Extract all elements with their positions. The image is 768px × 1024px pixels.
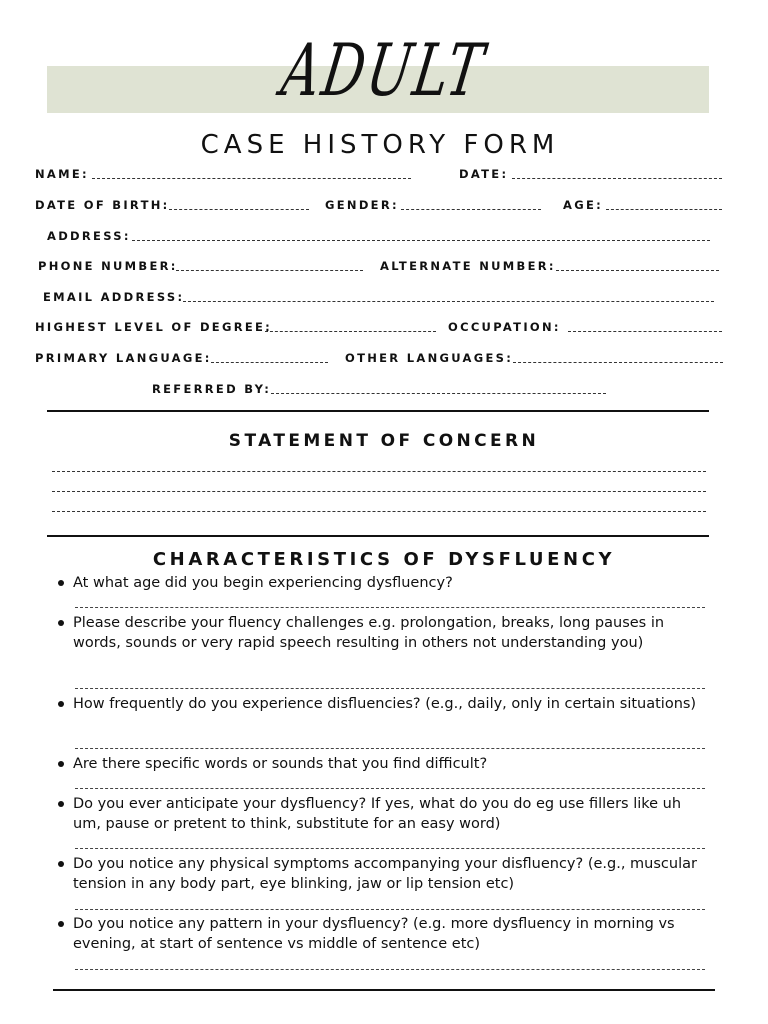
section-divider	[47, 410, 709, 412]
occupation-field[interactable]	[568, 331, 722, 332]
age-field[interactable]	[606, 209, 722, 210]
question-3: How frequently do you experience disfluencies? (e.g., daily, only in certain situations)	[73, 696, 697, 712]
name-field[interactable]	[92, 178, 411, 179]
script-title: ADULT	[276, 28, 492, 112]
question-5: Do you ever anticipate your dysfluency? If yes, what do you do eg use fillers like uh um, pause or pretent to think, substitute for an easy word)	[73, 796, 682, 832]
email-field[interactable]	[183, 301, 714, 302]
phone-field[interactable]	[176, 270, 363, 271]
primary-language-label: PRIMARY LANGUAGE:	[35, 351, 212, 365]
dob-field[interactable]	[169, 209, 309, 210]
referred-by-label: REFERRED BY:	[152, 382, 272, 396]
section-divider	[47, 535, 709, 537]
bullet-icon	[58, 580, 64, 586]
alt-phone-field[interactable]	[556, 270, 719, 271]
bullet-icon	[58, 921, 64, 927]
bullet-icon	[58, 701, 64, 707]
concern-line[interactable]	[52, 491, 706, 492]
answer-line[interactable]	[75, 788, 705, 789]
concern-heading: STATEMENT OF CONCERN	[228, 431, 540, 451]
bullet-icon	[58, 861, 64, 867]
answer-line[interactable]	[75, 607, 705, 608]
occupation-label: OCCUPATION:	[448, 320, 561, 334]
referred-by-field[interactable]	[271, 393, 606, 394]
address-field[interactable]	[132, 240, 710, 241]
question-6: Do you notice any physical symptoms accompanying your disfluency? (e.g., muscular tension in any body part, eye blinking, jaw or lip tension etc)	[73, 856, 697, 892]
concern-line[interactable]	[52, 511, 706, 512]
answer-line[interactable]	[75, 969, 705, 970]
question-1: At what age did you begin experiencing dysfluency?	[73, 575, 453, 591]
question-2: Please describe your fluency challenges e.g. prolongation, breaks, long pauses in words, sounds or very rapid speech resulting in others not understanding you)	[73, 615, 665, 651]
answer-line[interactable]	[75, 848, 705, 849]
degree-label: HIGHEST LEVEL OF DEGREE:	[35, 320, 273, 334]
bullet-icon	[58, 620, 64, 626]
name-label: NAME:	[35, 167, 89, 181]
email-label: EMAIL ADDRESS:	[43, 290, 185, 304]
primary-language-field[interactable]	[211, 362, 328, 363]
dob-label: DATE OF BIRTH:	[35, 198, 170, 212]
address-label: ADDRESS:	[47, 229, 131, 243]
bullet-icon	[58, 801, 64, 807]
concern-line[interactable]	[52, 471, 706, 472]
gender-field[interactable]	[401, 209, 541, 210]
answer-line[interactable]	[75, 748, 705, 749]
question-4: Are there specific words or sounds that you find difficult?	[73, 756, 488, 772]
bullet-icon	[58, 761, 64, 767]
gender-label: GENDER:	[325, 198, 399, 212]
answer-line[interactable]	[75, 688, 705, 689]
other-languages-label: OTHER LANGUAGES:	[345, 351, 514, 365]
bottom-divider	[53, 989, 715, 991]
date-label: DATE:	[459, 167, 509, 181]
phone-label: PHONE NUMBER:	[38, 259, 178, 273]
date-field[interactable]	[512, 178, 722, 179]
age-label: AGE:	[563, 198, 603, 212]
other-languages-field[interactable]	[513, 362, 723, 363]
degree-field[interactable]	[265, 331, 436, 332]
answer-line[interactable]	[75, 909, 705, 910]
alt-phone-label: ALTERNATE NUMBER:	[380, 259, 556, 273]
dysfluency-heading: CHARACTERISTICS OF DYSFLUENCY	[152, 549, 616, 570]
question-7: Do you notice any pattern in your dysfluency? (e.g. more dysfluency in morning vs evening, at start of sentence vs middle of sentence etc)	[73, 916, 675, 952]
form-subtitle: CASE HISTORY FORM	[200, 130, 560, 160]
